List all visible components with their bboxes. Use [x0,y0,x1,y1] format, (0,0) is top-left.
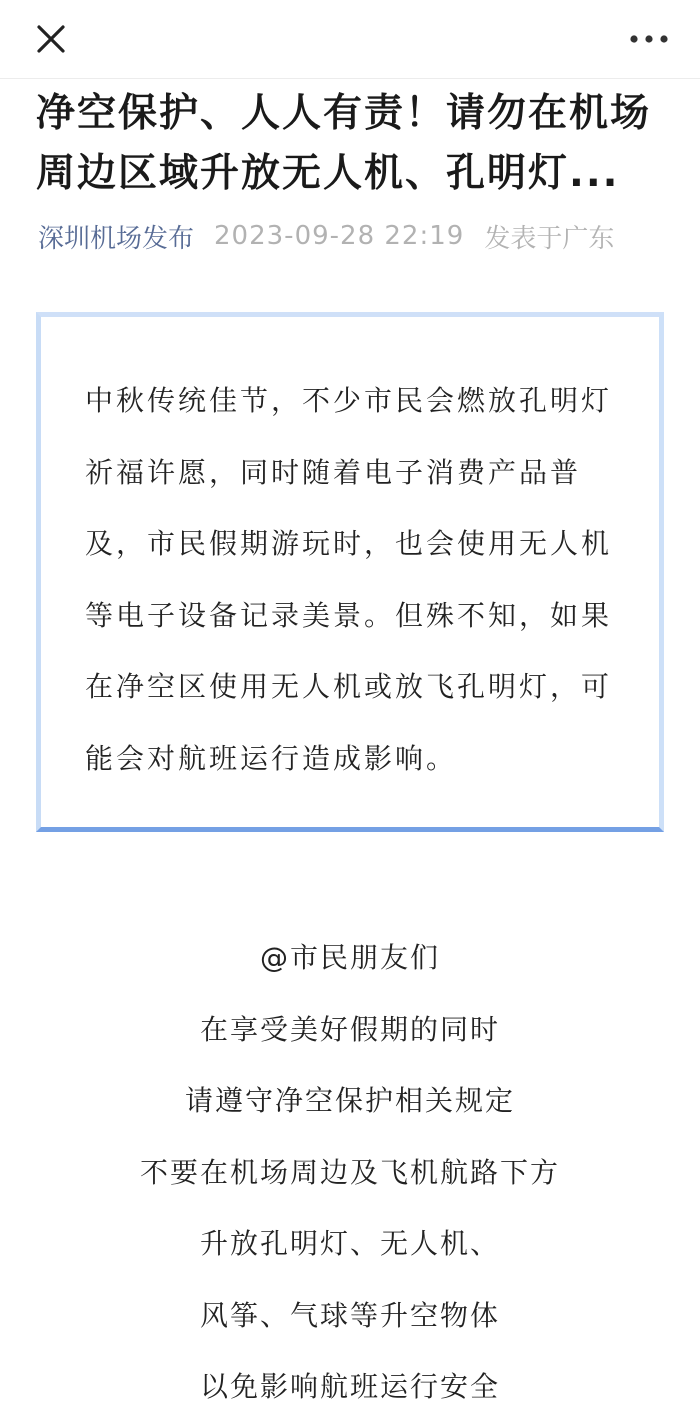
article-title: 净空保护、人人有责！请勿在机场周边区域升放无人机、孔明灯... [36,91,652,196]
close-icon [36,24,66,54]
more-icon [629,34,669,44]
intro-box [36,312,664,832]
article-meta [38,216,614,256]
more-button[interactable] [626,18,672,60]
publish-time: 2023-09-28 22:19 [214,221,465,251]
top-bar [0,0,700,79]
notice-line: 不要在机场周边及飞机航路下方 [139,1155,560,1189]
account-name-link[interactable]: 深圳机场发布 [38,223,195,254]
publish-location: 发表于广东 [484,223,615,254]
notice-line: 在享受美好假期的同时 [199,1012,500,1046]
notice-line: 以免影响航班运行安全 [199,1370,500,1403]
notice-line: 风筝、气球等升空物体 [199,1298,500,1332]
close-button[interactable] [30,18,72,60]
notice-line: @市民朋友们 [259,941,440,974]
notice-line: 请遵守净空保护相关规定 [184,1084,515,1117]
notice-line: 升放孔明灯、无人机、 [199,1227,500,1260]
notice-block [0,922,700,1406]
intro-paragraph: 中秋传统佳节，不少市民会燃放孔明灯祈福许愿，同时随着电子消费产品普及，市民假期游玩时，也会使用无人机等电子设备记录美景。但殊不知，如果在净空区使用无人机或放飞孔明灯，可能会对航班运行造成影响。 [85,384,613,775]
